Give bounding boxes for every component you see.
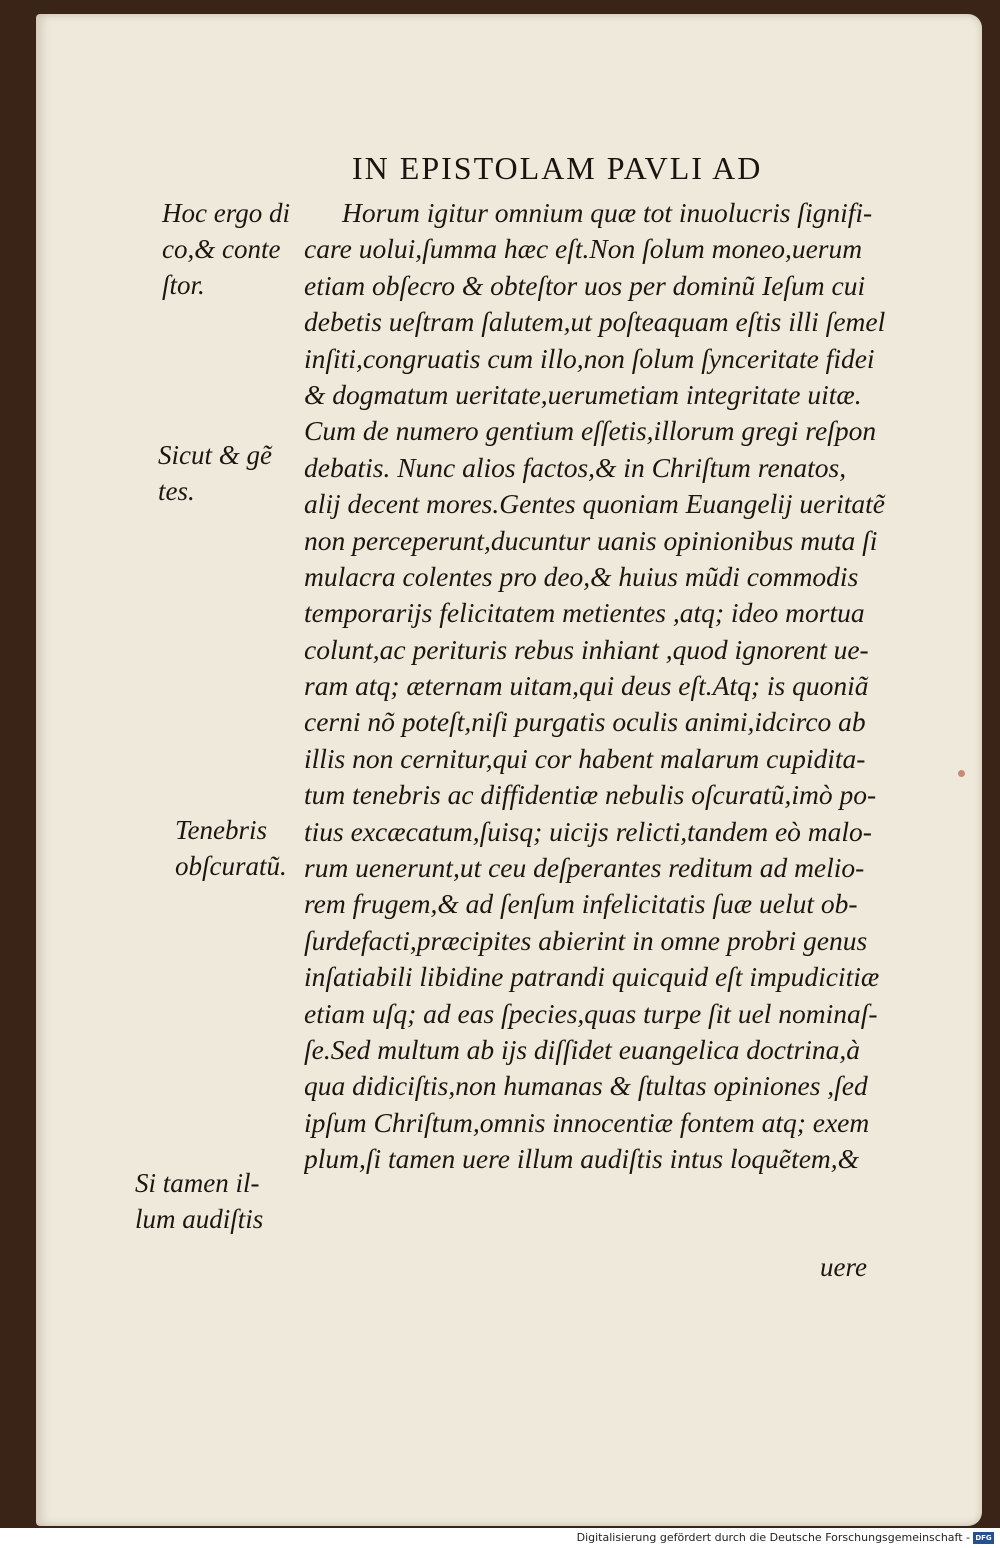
text-line: rem frugem,& ad ſenſum infelicitatis ſuæ uelut ob- (304, 888, 858, 920)
funding-notice: Digitalisierung gefördert durch die Deutsche Forschungsgemeinschaft - (576, 1531, 970, 1544)
text-line: debatis. Nunc alios factos,& in Chriſtum renatos, (304, 451, 847, 483)
marginal-note-line: Si tamen il- (135, 1168, 260, 1198)
marginal-note (158, 437, 272, 509)
text-line: Cum de numero gentium eſſetis,illorum gregi reſpon (304, 415, 877, 447)
text-line: debetis ueſtram ſalutem,ut poſteaquam eſtis illi ſemel (304, 306, 886, 338)
catchword: uere (820, 1252, 867, 1282)
running-header: IN EPISTOLAM PAVLI AD (352, 150, 763, 186)
marginal-note-line: obſcuratũ. (175, 851, 287, 881)
marginal-note-line: Sicut & gẽ (158, 440, 272, 470)
footer-bar (0, 1528, 1000, 1548)
marginal-note-line: co,& conte (162, 234, 281, 264)
marginal-note (175, 812, 287, 884)
text-line: tius excæcatum,ſuisq; uicijs relicti,tandem eò malo- (304, 815, 872, 847)
marginal-note-line: ſtor. (162, 270, 205, 300)
text-line: alij decent mores.Gentes quoniam Euangelij ueritatẽ (304, 488, 885, 520)
text-line: non perceperunt,ducuntur uanis opinionibus muta ſi (304, 524, 878, 556)
text-line: & dogmatum ueritate,uerumetiam integritate uitæ. (304, 378, 862, 410)
dfg-logo: DFG (973, 1532, 994, 1544)
text-line: ram atq; æternam uitam,qui deus eſt.Atq; is quoniã (304, 670, 869, 702)
text-line: cerni nõ poteſt,niſi purgatis oculis animi,idcirco ab (304, 706, 866, 738)
text-line: mulacra colentes pro deo,& huius mũdi commodis (304, 560, 859, 592)
marginal-note-line: lum audiſtis (135, 1204, 264, 1234)
marginal-note-line: Hoc ergo di (162, 198, 290, 228)
text-line: ipſum Chriſtum,omnis innocentiæ fontem atq; exem (304, 1106, 870, 1138)
marginal-note (162, 195, 290, 303)
text-line: rum uenerunt,ut ceu deſperantes reditum ad melio- (304, 852, 865, 884)
text-line: care uolui,ſumma hæc eſt.Non ſolum moneo,uerum (304, 233, 863, 265)
text-line: inſatiabili libidine patrandi quicquid eſt impudicitiæ (304, 961, 880, 993)
text-line: inſiti,congruatis cum illo,non ſolum ſynceritate fidei (304, 342, 875, 374)
text-line: tum tenebris ac diffidentiæ nebulis oſcuratũ,imò po- (304, 779, 877, 811)
text-line: ſurdefacti,præcipites abierint in omne probri genus (304, 924, 868, 956)
text-line: Horum igitur omnium quæ tot inuolucris ſignifi- (342, 197, 873, 228)
text-line: illis non cernitur,qui cor habent malarum cupidita- (304, 742, 866, 774)
marginal-note-line: tes. (158, 476, 195, 506)
text-line: etiam obſecro & obteſtor uos per dominũ Ieſum cui (304, 269, 866, 301)
text-line: ſe.Sed multum ab ijs diſſidet euangelica doctrina,à (304, 1033, 861, 1065)
text-line: temporarijs felicitatem metientes ,atq; ideo mortua (304, 597, 865, 629)
text-line: colunt,ac perituris rebus inhiant ,quod ignorent ue- (304, 633, 869, 665)
main-text-block (304, 195, 930, 1178)
text-line: qua didiciſtis,non humanas & ſtultas opiniones ,ſed (304, 1070, 868, 1102)
marginal-note (135, 1165, 263, 1237)
marginal-note-line: Tenebris (175, 815, 268, 845)
paper-stain (958, 770, 965, 777)
text-line: etiam uſq; ad eas ſpecies,quas turpe ſit uel nominaſ- (304, 997, 878, 1029)
text-line: plum,ſi tamen uere illum audiſtis intus loquẽtem,& (304, 1143, 860, 1175)
